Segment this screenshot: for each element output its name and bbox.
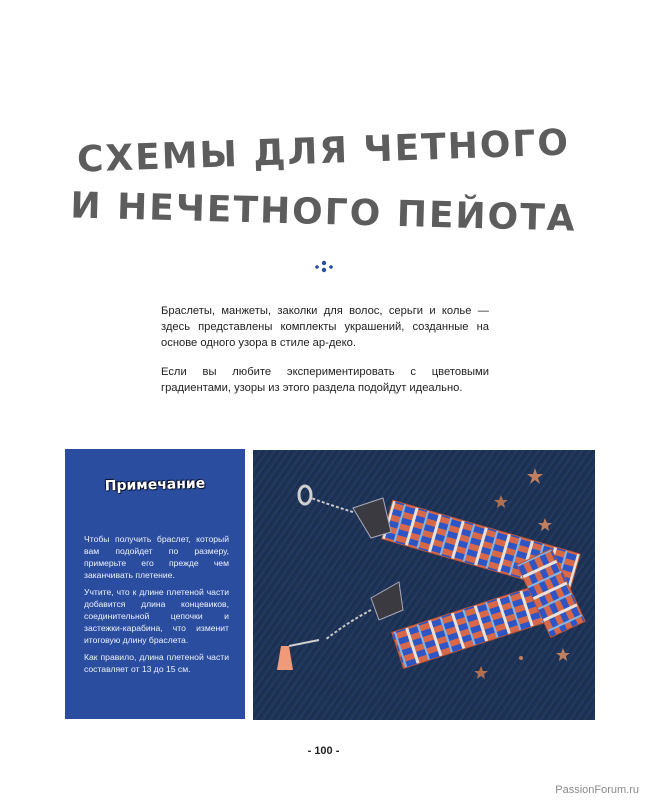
intro-paragraph-2: Если вы любите экспериментировать с цветовыми градиентами, узоры из этого раздела подойдут идеально. xyxy=(161,366,489,394)
beaded-bracelet-photo xyxy=(253,450,595,720)
note-text xyxy=(84,533,229,680)
title-line-1: СХЕМЫ ДЛЯ ЧЕТНОГО xyxy=(76,122,571,181)
intro-paragraph-1: Браслеты, манжеты, заколки для волос, серьги и колье — здесь представлены комплекты украшений, созданные на основе одного узора в стиле ар-деко. xyxy=(161,305,489,349)
note-paragraph: Учтите, что к длине плетеной части добавится длина концевиков, соединительной цепочки и застежки-карабина, что изменит итоговую длину браслета. xyxy=(84,587,229,645)
note-box xyxy=(65,449,245,719)
watermark: PassionForum.ru xyxy=(555,784,639,796)
note-title: Примечание xyxy=(104,475,206,495)
title-line-2: И НЕЧЕТНОГО ПЕЙОТА xyxy=(69,185,578,240)
note-paragraph: Как правило, длина плетеной части составляет от 13 до 15 см. xyxy=(84,652,229,674)
page-number: - 100 - xyxy=(307,745,340,757)
dots-ornament-icon xyxy=(314,259,334,273)
note-paragraph: Чтобы получить браслет, который вам подойдет по размеру, примерьте его прежде чем заканчивать плетение. xyxy=(84,534,229,580)
